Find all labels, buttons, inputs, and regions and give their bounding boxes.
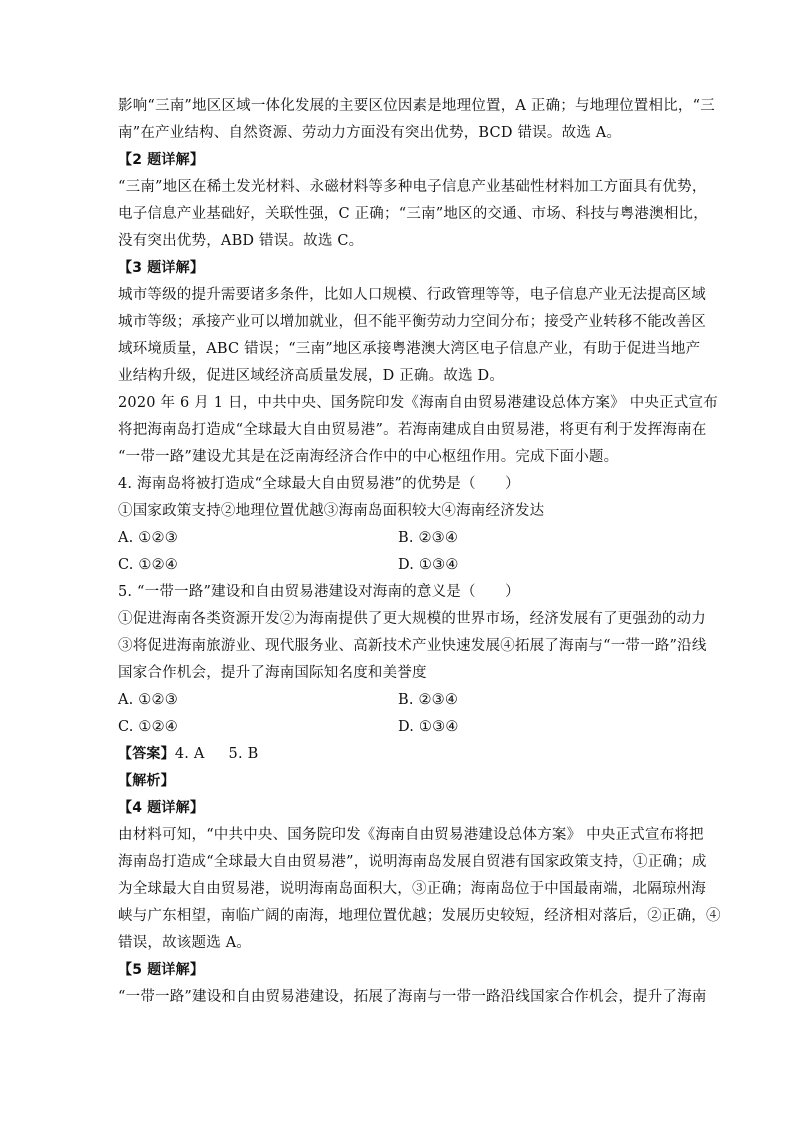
text-line: 业结构升级，促进区域经济高质量发展，D 正确。故选 D。: [118, 368, 505, 384]
section-heading: 【2 题详解】: [118, 152, 205, 168]
text-line: 影响“三南”地区区域一体化发展的主要区位因素是地理位置，A 正确；与地理位置相比，“三: [118, 98, 715, 114]
text-line: 错误，故该题选 A。: [118, 935, 252, 951]
text-line: 电子信息产业基础好，关联性强，C 正确；“三南”地区的交通、市场、科技与粤港澳相比，: [118, 206, 708, 222]
answer-line: [118, 741, 678, 768]
material-line: “一带一路”建设尤其是在泛南海经济合作中的中心枢纽作用。完成下面小题。: [118, 449, 619, 465]
option-c: C. ①②④: [118, 719, 178, 735]
question-4-options-row: [118, 525, 678, 552]
text-line: “三南”地区在稀土发光材料、永磁材料等多种电子信息产业基础性材料加工方面具有优势，: [118, 179, 707, 195]
text-line: 为全球最大自由贸易港，说明海南岛面积大，③正确；海南岛位于中国最南端，北隔琼州海: [118, 881, 706, 897]
document-page: [118, 93, 721, 1011]
text-line: 由材料可知，“中共中央、国务院印发《海南自由贸易港建设总体方案》 中央正式宣布将把: [118, 827, 704, 843]
analysis-heading: 【解析】: [118, 773, 175, 789]
text-line: 峡与广东相望，南临广阔的南海，地理位置优越；发展历史较短，经济相对落后，②正确，④: [118, 908, 721, 924]
option-d: D. ①③④: [398, 557, 459, 573]
answer-label: 【答案】: [118, 746, 175, 762]
text-line: 没有突出优势，ABD 错误。故选 C。: [118, 233, 364, 249]
text-line: 域环境质量，ABC 错误；“三南”地区承接粤港澳大湾区电子信息产业，有助于促进当地产: [118, 341, 701, 357]
option-a: A. ①②③: [118, 530, 178, 546]
question-5-items: ①促进海南各类资源开发②为海南提供了更大规模的世界市场，经济发展有了更强劲的动力: [118, 611, 706, 627]
text-line: 城市等级的提升需要诸多条件，比如人口规模、行政管理等等，电子信息产业无法提高区域: [118, 287, 706, 303]
question-4-stem: 4. 海南岛将被打造成“全球最大自由贸易港”的优势是（ ）: [118, 476, 520, 492]
text-line: “一带一路”建设和自由贸易港建设，拓展了海南与一带一路沿线国家合作机会，提升了海南: [118, 989, 707, 1005]
material-line: 2020 年 6 月 1 日，中共中央、国务院印发《海南自由贸易港建设总体方案》 中央正式宣布: [118, 395, 718, 411]
option-c: C. ①②④: [118, 557, 178, 573]
option-d: D. ①③④: [398, 719, 459, 735]
section-heading: 【5 题详解】: [118, 962, 205, 978]
answer-5: 5. B: [228, 746, 259, 762]
question-5-options-row: [118, 687, 678, 714]
section-heading: 【3 题详解】: [118, 260, 205, 276]
text-line: 海南岛打造成“全球最大自由贸易港”，说明海南岛发展自贸港有国家政策支持，①正确；成: [118, 854, 707, 870]
material-line: 将把海南岛打造成“全球最大自由贸易港”。若海南建成自由贸易港，将更有利于发挥海南在: [118, 422, 707, 438]
text-line: 南”在产业结构、自然资源、劳动力方面没有突出优势，BCD 错误。故选 A。: [118, 125, 622, 141]
question-4-items: ①国家政策支持②地理位置优越③海南岛面积较大④海南经济发达: [118, 503, 545, 519]
option-b: B. ②③④: [398, 530, 459, 546]
section-heading: 【4 题详解】: [118, 800, 205, 816]
option-a: A. ①②③: [118, 692, 178, 708]
option-b: B. ②③④: [398, 692, 459, 708]
answer-4: 4. A: [174, 746, 205, 762]
question-5-stem: 5. “一带一路”建设和自由贸易港建设对海南的意义是（ ）: [118, 584, 520, 600]
question-5-items: ③将促进海南旅游业、现代服务业、高新技术产业快速发展④拓展了海南与“一带一路”沿线: [118, 638, 707, 654]
text-line: 城市等级；承接产业可以增加就业，但不能平衡劳动力空间分布；接受产业转移不能改善区: [118, 314, 706, 330]
question-4-options-row: [118, 552, 678, 579]
question-5-options-row: [118, 714, 678, 741]
question-5-items: 国家合作机会，提升了海南国际知名度和美誉度: [118, 665, 427, 681]
